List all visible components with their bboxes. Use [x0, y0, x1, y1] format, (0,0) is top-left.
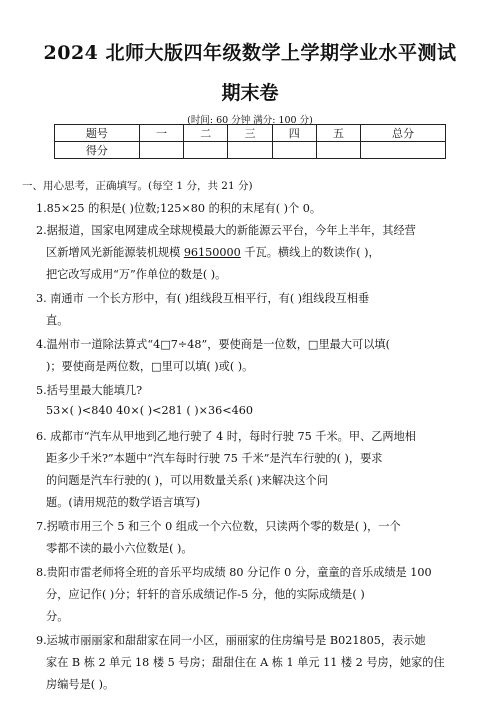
question-8-line-3: 分。 — [46, 610, 69, 623]
score-cell[interactable] — [361, 142, 446, 159]
question-6-line-1: 6. 成都市“汽车从甲地到乙地行驶了 4 时，每时行驶 75 千米。甲、乙两地相 — [36, 430, 416, 443]
score-table — [54, 124, 446, 159]
question-6-line-2: 距多少千米?”本题中“汽车每时行驶 75 千米”是汽车行驶的( )，要求 — [46, 452, 383, 465]
score-table-score-row — [55, 142, 446, 159]
question-2-line-1: 2.据报道，国家电网建成全球规模最大的新能源云平台，今年上半年，其经营 — [36, 224, 416, 237]
question-4-line-1: 4.温州市一道除法算式“4□7÷48”，要使商是一位数，□里最大可以填( — [36, 338, 390, 351]
question-3-line-2: 直。 — [46, 314, 69, 327]
exam-subtitle: 期末卷 — [221, 82, 279, 104]
question-7-line-2: 零都不读的最小六位数是( )。 — [46, 542, 193, 555]
score-cell[interactable] — [316, 142, 360, 159]
question-9-line-2: 家在 B 栋 2 单元 18 楼 5 号房；甜甜住在 A 栋 1 单元 11 楼 2 号房，她家的住 — [46, 656, 445, 669]
score-header-cell: 四 — [272, 125, 316, 142]
score-header-cell: 二 — [184, 125, 228, 142]
question-5-line-1: 5.括号里最大能填几? — [36, 384, 143, 397]
section-heading: 一、用心思考，正确填写。(每空 1 分，共 21 分) — [22, 180, 253, 192]
question-7-line-1: 7.拐喷市用三个 5 和三个 0 组成一个六位数，只读两个零的数是( )，一个 — [36, 520, 401, 533]
question-9-line-1: 9.运城市丽丽家和甜甜家在同一小区，丽丽家的住房编号是 B021805，表示她 — [36, 634, 426, 647]
question-1: 1.85×25 的积是( )位数;125×80 的积的末尾有( )个 0。 — [36, 202, 322, 215]
score-cell[interactable] — [184, 142, 228, 159]
score-header-cell: 题号 — [55, 125, 140, 142]
question-2-text-a: 区新增风光新能源装机规模 — [46, 246, 184, 259]
score-header-cell: 五 — [316, 125, 360, 142]
question-2-text-b: 千瓦。横线上的数读作( )， — [240, 246, 380, 259]
question-8-line-2: 分，应记作( )分；轩轩的音乐成绩记作-5 分，他的实际成绩是( ) — [46, 588, 365, 601]
question-9-line-3: 房编号是( )。 — [46, 678, 115, 691]
score-cell[interactable] — [228, 142, 272, 159]
exam-title: 2024 北师大版四年级数学上学期学业水平测试 — [43, 42, 457, 64]
question-5-line-2: 53×( )<840 40×( )<281 ( )×36<460 — [46, 404, 253, 417]
score-header-cell: 一 — [139, 125, 183, 142]
score-cell[interactable] — [272, 142, 316, 159]
question-2-line-3: 把它改写成用“万”作单位的数是( )。 — [46, 268, 227, 281]
score-row-label: 得分 — [55, 142, 140, 159]
underlined-number: 96150000 — [183, 246, 241, 259]
exam-meta: (时间: 60 分钟 满分: 100 分) — [187, 115, 313, 126]
question-4-line-2: )；要使商是两位数，□里可以填( )或( )。 — [46, 360, 254, 373]
question-8-line-1: 8.贵阳市雷老师将全班的音乐平均成绩 80 分记作 0 分，童童的音乐成绩是 100 — [36, 566, 432, 579]
score-table-header-row — [55, 125, 446, 142]
question-6-line-4: 题。(请用规范的数学语言填写) — [46, 496, 201, 509]
score-cell[interactable] — [139, 142, 183, 159]
question-6-line-3: 的问题是汽车行驶的( )，可以用数量关系( )来解决这个问 — [46, 474, 328, 487]
score-header-cell: 三 — [228, 125, 272, 142]
question-2-line-2 — [46, 244, 486, 260]
score-header-cell: 总分 — [361, 125, 446, 142]
question-3-line-1: 3. 南通市 一个长方形中，有( )组线段互相平行，有( )组线段互相垂 — [36, 292, 370, 305]
